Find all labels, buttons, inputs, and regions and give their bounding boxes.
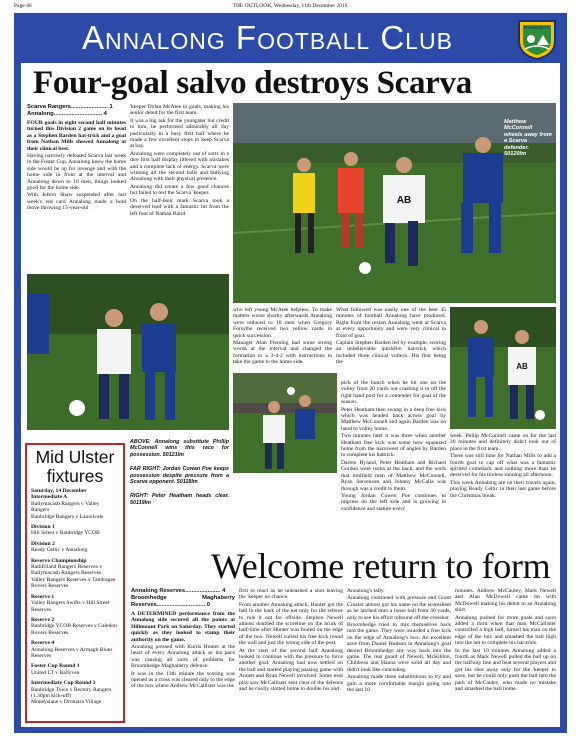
fixture-item: Valley Rangers Reserves v Tandragee Rovers Reserves [31,576,116,590]
story2-column-1 [131,588,235,691]
main-photo-caption: Matthew McConnell wheels away from a Scarva defender. 50120lm [504,119,552,158]
story1-para: It was a big ask for the youngster but credit to him, he performed admirably all day particularly in a busy first half where he made a few excellent stops to keep Scarva at bay. [130,117,229,150]
match-photo-header [233,373,337,473]
story1-headline: Four-goal salvo destroys Scarva [33,65,472,101]
story2-para: Broomhedge tried to mix themselves back into the game. They were awarded a free kick on the edge of Annalong's box. An excellent save from Daniel Hudson in Annalong's goal denied Broomhedge any way back into the game. The rear guard of Newell, McKibbin, Childress and Hanna were solid all day and didn't look like conceding. [347,622,451,673]
caption-far-right: FAR RIGHT: Jordan Cowan Poe keeps possession despite pressure from a Scarva opponent. 50118lm [130,466,229,486]
story1-column-4b [341,380,446,513]
fixture-group-title: Intermediate A [31,494,68,501]
story2-para: Annalong's tally. [347,588,385,594]
story1-para: Two minutes later it was three when another Heatham free kick was some how squeezed home from the narrowest of angles by Barden to complete his hattrick. [341,433,446,459]
story1-column-5 [450,433,556,500]
story2-para: It was in the 13th minute the scoring was opened as a cross was cleared only to the edge of the box where Andrew McCallister was the [131,670,235,690]
fixture-group-title: Intermediate Cup Round 2 [31,680,96,687]
fixture-item: Banbridge Rangers v Laurelvale [31,513,104,520]
story2-score-home: Annalong Reserves...................... 4 [131,588,226,594]
fixture-item: Valley Rangers Swifts v Hill Street Reserves [31,600,110,613]
svg-text:AB: AB [516,362,528,371]
story1-column-1 [27,104,126,213]
match-photo-header-image [233,373,337,473]
story1-para: Peter Heatham then swung in a deep free kick which was headed back across goal by Matthew McConnell and again Barden was on hand to volley home. [341,406,446,432]
match-photo-main [233,103,556,303]
story1-para: 'keeper Dylan McAtee in goals, making his senior debut for the first team. [130,104,229,117]
story1-para: Young Jordan Cowen Poe continues to impress on the left side and is growing in confidence and stature every [341,492,446,512]
page-frame [14,13,567,733]
story1-score-away: Annalong.............................. 4 [27,111,107,117]
story1-para: Annalong did create a few good chances but failed to test the Scarva 'keeper. [130,183,229,197]
match-photo-left-image [27,274,229,430]
story1-para: Manager Alan Fleming had some strong words at the interval and changed the formation to a 3-4-2 with instructions to take the game to the home side. [233,340,332,366]
story2-score-away: Broomhedge Maghaberry Reserves.............................. 0 [131,595,235,608]
page-content [21,63,560,727]
page-number: Page 46 [14,3,32,9]
story2-para: Annalong continued with pressure and Grant Crozier almost got his name on the scoresheet as he latched onto a loose ball from 30 yards, only to see his effort rebound off the crossbar. [347,595,451,621]
story2-para: From another Annalong attack, Hunter got the ball in the back of the net only for the referee to rule it out for offside. Stephen Newell almost doubled the scoreline on the brink of half-time after Hunter was fouled on the edge of the box. Newell curled his free kick round the wall and just the wrong side of the post. [239,601,343,647]
svg-text:AB: AB [396,195,412,206]
story1-column-2 [130,104,229,218]
caption-right: RIGHT: Peter Heatham heads clear. 50119lm [130,493,229,506]
story1-para: pick of the bunch when he hit one on the volley from 20 yards out crashing it in off the right hand post for a contender for goal of the season. [341,380,446,406]
masthead [14,13,567,63]
fixtures-date: Saturday, 14 December [31,488,87,494]
match-photo-right-image [450,307,556,429]
photo-captions [130,439,229,507]
fixture-group-title: Reserve Championship [31,557,87,564]
story1-para: With Jelson Shaw suspended after last week's red card Annalong made a bold move throwing 15-year-old [27,192,126,212]
fixture-item: Rathfriland Rangers Reserves v Ballymacash Rangers Reserves [31,564,102,577]
fixture-item: Ballymacash Rangers v Valley Rangers [31,500,100,514]
story2-headline: Welcome return to form [211,546,551,586]
paper-dateline: THE OUTLOOK, Wednesday, 11th December 2019 [232,3,348,9]
story2-column-2 [239,588,343,694]
caption-above: ABOVE: Annalong substitute Phillip McConnell wins this race for possession. 50121lm [130,439,229,458]
page-header [14,3,566,13]
story1-column-3 [233,307,332,367]
story1-para: who left young McAtee helpless. To make matters worse shortly afterwards Annalong were reduced to 10 men when Gregory Forsythe received two yellow cards in quick succession. [233,307,332,339]
fixture-group-title: Reserve 2 [31,616,55,623]
story2-para: minutes. Andrew McCauley, Mark Newell and Alan McDowell came on with McDowell making his debut in an Annalong shirt. [455,588,556,614]
fixture-item: Banbridge Town v Rectory Rangers (1.30pm kick-off) [31,686,112,699]
fixture-group-title: Reserve 1 [31,593,55,600]
match-photo-left [27,274,229,430]
story2-para: A DETERMINED performance from the Annalong side secured all the points at Hillmount Park on Saturday. They started quickly as they looked to stamp their authority on the game. [131,611,235,643]
story1-para: Having narrowly defeated Scarva last week in the Foster Cup, Annalong knew the home side would be up for revenge and with the home side in front at the interval and Annalong down to 10 men, things looked good for the home side. [27,153,126,192]
match-photo-right [450,307,556,429]
story1-para: Captain Stephen Barden led by example, scoring an unbelievable quickfire hat-trick which included three clinical volleys. His first being the [336,340,446,366]
story2-para: first to react as he unleashed a shot leaving the 'keeper no chance. [239,588,343,601]
fixtures-box [25,443,125,723]
fixture-group-title: Division 1 [31,524,55,531]
story2-column-4 [455,588,556,694]
story2-para: Annalong made three substitutions to try and gain a more comfortable margin going into the last 10 [347,674,451,694]
story1-para: Annalong were completely out of sorts in a dire first half display littered with mistakes and a complete lack of energy. Scarva were winning all the second balls and bullying Annalong with their physical presence. [130,150,229,183]
story1-para: FOUR goals in eight second half minutes turned this Division 2 game on its head as a Stephen Barden hat-trick and a goal from Nathan Mills showed Annalong at their clinical best. [27,120,126,152]
story2-column-3 [347,588,451,695]
fixture-group-title: Reserve 4 [31,640,55,647]
svg-text:Annalong F.C.: Annalong F.C. [523,24,551,30]
club-badge-icon [515,17,559,61]
story1-para: What followed was easily one of the best 45 minutes of football Annalong have produced. Right from the restart Annalong went at Scarva at every opportunity and were very clinical in front of goal. [336,307,446,339]
story2-para: In the last 10 minutes Annalong added a fourth as Mark Newell pulled the ball up on the halfway line and beat several players and got his shot away only for the 'keeper to save, but he could only push the ball into the path of McCauley, who made no mistake and smashed the ball home. [455,647,556,693]
story2-para: Annalong pushed for more goals and soon added a third when that man McCallister controlled a high ball, turned his man on the edge of the box and smashed the ball high into the net to complete his hat-trick. [455,614,556,647]
fixture-item: Banbridge YCOB Reserves v Caledon Rovers Reserves [31,623,117,636]
story1-column-4 [336,307,446,367]
fixture-group-title: Division 2 [31,540,55,547]
story1-para: Darren Hyland, Peter Heatham and Richard Gordon were rocks at the back, and the work that midfield men of Matthew McConnell, Ryan Stevenson and Johnny McCalla was through was a credit to them. [341,459,446,492]
story1-score-home: Scarva Rangers....................... 1 [27,104,113,110]
fixture-item: Moneyslane v Dromara Village [31,699,102,706]
story1-para: week. Philip McConnell came on for the last 20 minutes and definitely didn't look out of place in the first team. [450,433,556,452]
fixture-item: Annalong Reserves v Armagh Blues Reserves [31,646,113,659]
fixture-group-title: Foster Cup Round 1 [31,663,80,670]
story1-para: There was still time for Nathan Mills to add a fourth goal to cap off what was a fantastic spirited comeback and nothing more than he deserved for his tireless running all afternoon. [450,453,556,479]
fixtures-title: Mid Ulster fixtures [35,447,115,486]
story2-para: Annalong pressed with Kurtis Hunter at the heart of every Annalong attack as his pace was causing all sorts of problems for Broomhedge Maghaberry defence. [131,644,235,670]
fixture-item: United LT v Ballyvea [31,669,80,676]
story1-para: This week Annalong are on their travels again, playing Ready Celtic in their last game before the Christmas break. [450,479,556,499]
fixture-item: Hill Street v Banbridge YCOB [31,530,100,537]
story2-para: At the start of the second half Annalong looked to continue with the pressure to force another goal. Annalong had now settled on the ball and started playing passing game with Annett and Ryan Newell involved. Some neat play saw McCallister sent clear of the defence and he coolly slotted home to double his and [239,647,343,693]
club-title: Annalong Football Club [82,19,453,56]
fixture-item: Ready Celtic v Annalong [31,547,88,554]
story1-para: On the half-hour mark Scarva took a deserved lead with a fantastic hit from the left foot of Nathan Baird [130,197,229,217]
